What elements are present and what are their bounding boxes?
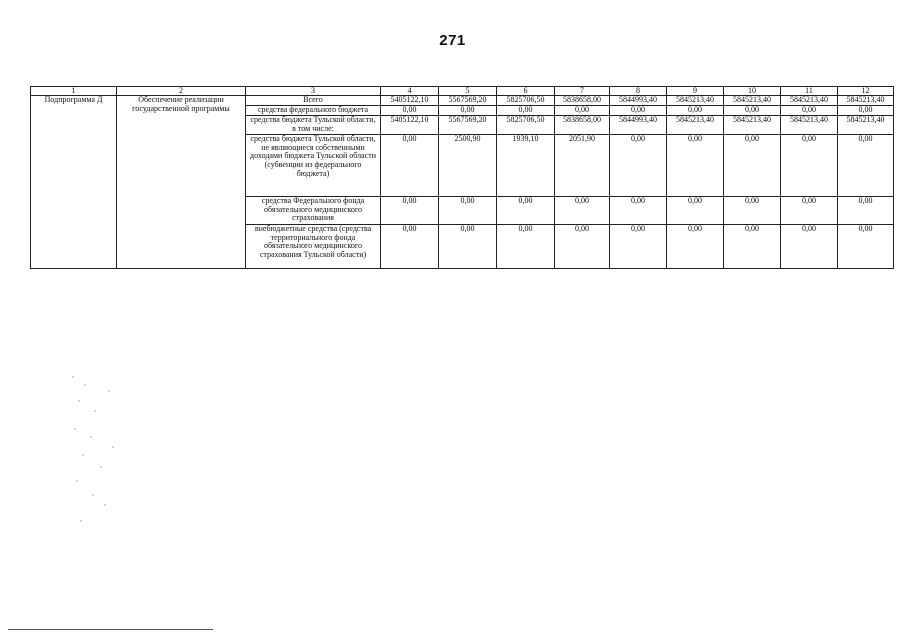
value-cell: 0,00 — [724, 135, 781, 197]
value-cell: 5567569,20 — [439, 96, 497, 106]
value-cell: 5845213,40 — [838, 96, 894, 106]
column-number: 3 — [246, 87, 381, 96]
value-cell: 0,00 — [439, 225, 497, 269]
column-number: 5 — [439, 87, 497, 96]
value-cell: 0,00 — [610, 135, 667, 197]
value-cell: 0,00 — [724, 197, 781, 225]
subprogram-cell: Подпрограмма Д — [31, 96, 117, 269]
value-cell: 0,00 — [497, 106, 555, 116]
value-cell: 0,00 — [781, 135, 838, 197]
purpose-cell: Обеспечение реализации государственной программы — [117, 96, 246, 269]
value-cell: 5405122,10 — [381, 96, 439, 106]
row-label: средства Федерального фонда обязательного медицинского страхования — [246, 197, 381, 225]
value-cell: 5845213,40 — [724, 96, 781, 106]
row-label: Всего — [246, 96, 381, 106]
value-cell: 5844993,40 — [610, 96, 667, 106]
row-label: средства бюджета Тульской области, в том числе: — [246, 116, 381, 135]
value-cell: 0,00 — [781, 225, 838, 269]
value-cell: 0,00 — [381, 135, 439, 197]
row-label: внебюджетные средства (средства территориального фонда обязательного медицинского страхования Тульской области) — [246, 225, 381, 269]
value-cell: 0,00 — [781, 106, 838, 116]
value-cell: 0,00 — [838, 225, 894, 269]
value-cell: 0,00 — [497, 197, 555, 225]
budget-table — [30, 86, 894, 269]
value-cell: 0,00 — [555, 106, 610, 116]
value-cell: 0,00 — [667, 106, 724, 116]
value-cell: 0,00 — [381, 106, 439, 116]
column-number: 10 — [724, 87, 781, 96]
value-cell: 5845213,40 — [667, 96, 724, 106]
column-number: 11 — [781, 87, 838, 96]
column-number: 8 — [610, 87, 667, 96]
value-cell: 0,00 — [610, 225, 667, 269]
value-cell: 0,00 — [610, 106, 667, 116]
value-cell: 2500,90 — [439, 135, 497, 197]
value-cell: 0,00 — [838, 106, 894, 116]
value-cell: 5844993,40 — [610, 116, 667, 135]
value-cell: 5845213,40 — [781, 116, 838, 135]
value-cell: 2051,90 — [555, 135, 610, 197]
value-cell: 0,00 — [667, 135, 724, 197]
value-cell: 0,00 — [497, 225, 555, 269]
value-cell: 0,00 — [838, 135, 894, 197]
value-cell: 0,00 — [781, 197, 838, 225]
column-number: 7 — [555, 87, 610, 96]
value-cell: 5845213,40 — [781, 96, 838, 106]
column-number: 2 — [117, 87, 246, 96]
value-cell: 5405122,10 — [381, 116, 439, 135]
value-cell: 5838658,00 — [555, 116, 610, 135]
value-cell: 0,00 — [439, 197, 497, 225]
column-number: 1 — [31, 87, 117, 96]
value-cell: 0,00 — [439, 106, 497, 116]
value-cell: 5845213,40 — [724, 116, 781, 135]
value-cell: 0,00 — [381, 197, 439, 225]
value-cell: 5567569,20 — [439, 116, 497, 135]
value-cell: 0,00 — [667, 197, 724, 225]
value-cell: 5838658,00 — [555, 96, 610, 106]
value-cell: 0,00 — [610, 197, 667, 225]
value-cell: 5845213,40 — [667, 116, 724, 135]
row-label: средства бюджета Тульской области, не являющиеся собственными доходами бюджета Тульской области (субвенции из федерального бюджета) — [246, 135, 381, 197]
value-cell: 0,00 — [381, 225, 439, 269]
value-cell: 5825706,50 — [497, 96, 555, 106]
bottom-rule-divider — [8, 629, 213, 630]
column-number: 9 — [667, 87, 724, 96]
value-cell: 0,00 — [555, 225, 610, 269]
value-cell: 5845213,40 — [838, 116, 894, 135]
value-cell: 0,00 — [724, 225, 781, 269]
page-number: 271 — [439, 32, 466, 49]
value-cell: 0,00 — [838, 197, 894, 225]
table-row — [31, 96, 894, 106]
value-cell: 1939,10 — [497, 135, 555, 197]
row-label: средства федерального бюджета — [246, 106, 381, 116]
column-number: 6 — [497, 87, 555, 96]
scan-artifact — [64, 370, 128, 540]
value-cell: 0,00 — [667, 225, 724, 269]
column-number: 4 — [381, 87, 439, 96]
value-cell: 0,00 — [555, 197, 610, 225]
column-number-row — [31, 87, 894, 96]
value-cell: 5825706,50 — [497, 116, 555, 135]
column-number: 12 — [838, 87, 894, 96]
value-cell: 0,00 — [724, 106, 781, 116]
